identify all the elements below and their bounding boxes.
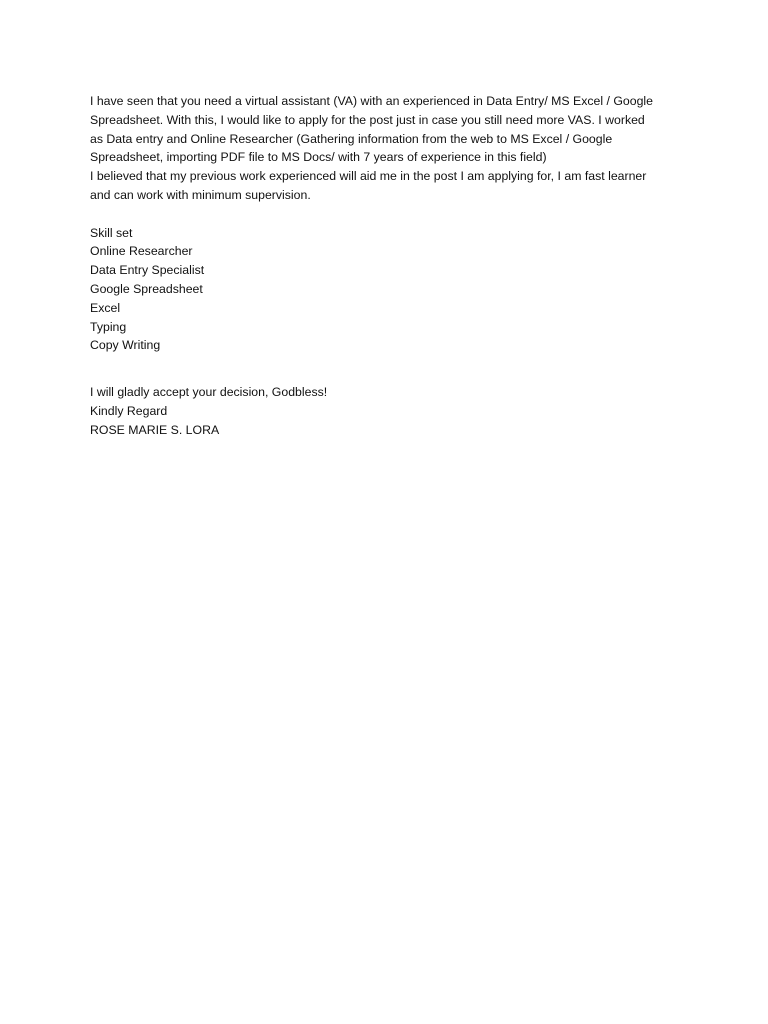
regards-line: Kindly Regard <box>90 403 168 418</box>
spacer <box>90 355 690 383</box>
closing-section <box>90 383 690 439</box>
intro-line: Spreadsheet. With this, I would like to apply for the post just in case you still need more VAS. I worked <box>90 112 645 127</box>
signature-name: ROSE MARIE S. LORA <box>90 422 220 437</box>
skill-item: Copy Writing <box>90 338 161 353</box>
spacer <box>90 205 690 224</box>
skills-section <box>90 224 690 356</box>
skill-item: Online Researcher <box>90 244 193 259</box>
intro-line: I have seen that you need a virtual assistant (VA) with an experienced in Data Entry/ MS Excel / Google <box>90 94 653 108</box>
intro-line: as Data entry and Online Researcher (Gathering information from the web to MS Excel / Google <box>90 131 613 146</box>
intro-line: and can work with minimum supervision. <box>90 187 311 202</box>
intro-line: I believed that my previous work experienced will aid me in the post I am applying for, I am fast learner <box>90 169 647 184</box>
intro-paragraph <box>90 92 690 205</box>
skill-item: Google Spreadsheet <box>90 281 203 296</box>
intro-line: Spreadsheet, importing PDF file to MS Docs/ with 7 years of experience in this field) <box>90 150 547 165</box>
skill-item: Data Entry Specialist <box>90 263 205 278</box>
skill-item: Excel <box>90 300 121 315</box>
closing-line: I will gladly accept your decision, Godbless! <box>90 385 328 400</box>
skill-item: Typing <box>90 319 127 334</box>
letter-body <box>90 92 690 440</box>
skills-heading: Skill set <box>90 225 133 240</box>
